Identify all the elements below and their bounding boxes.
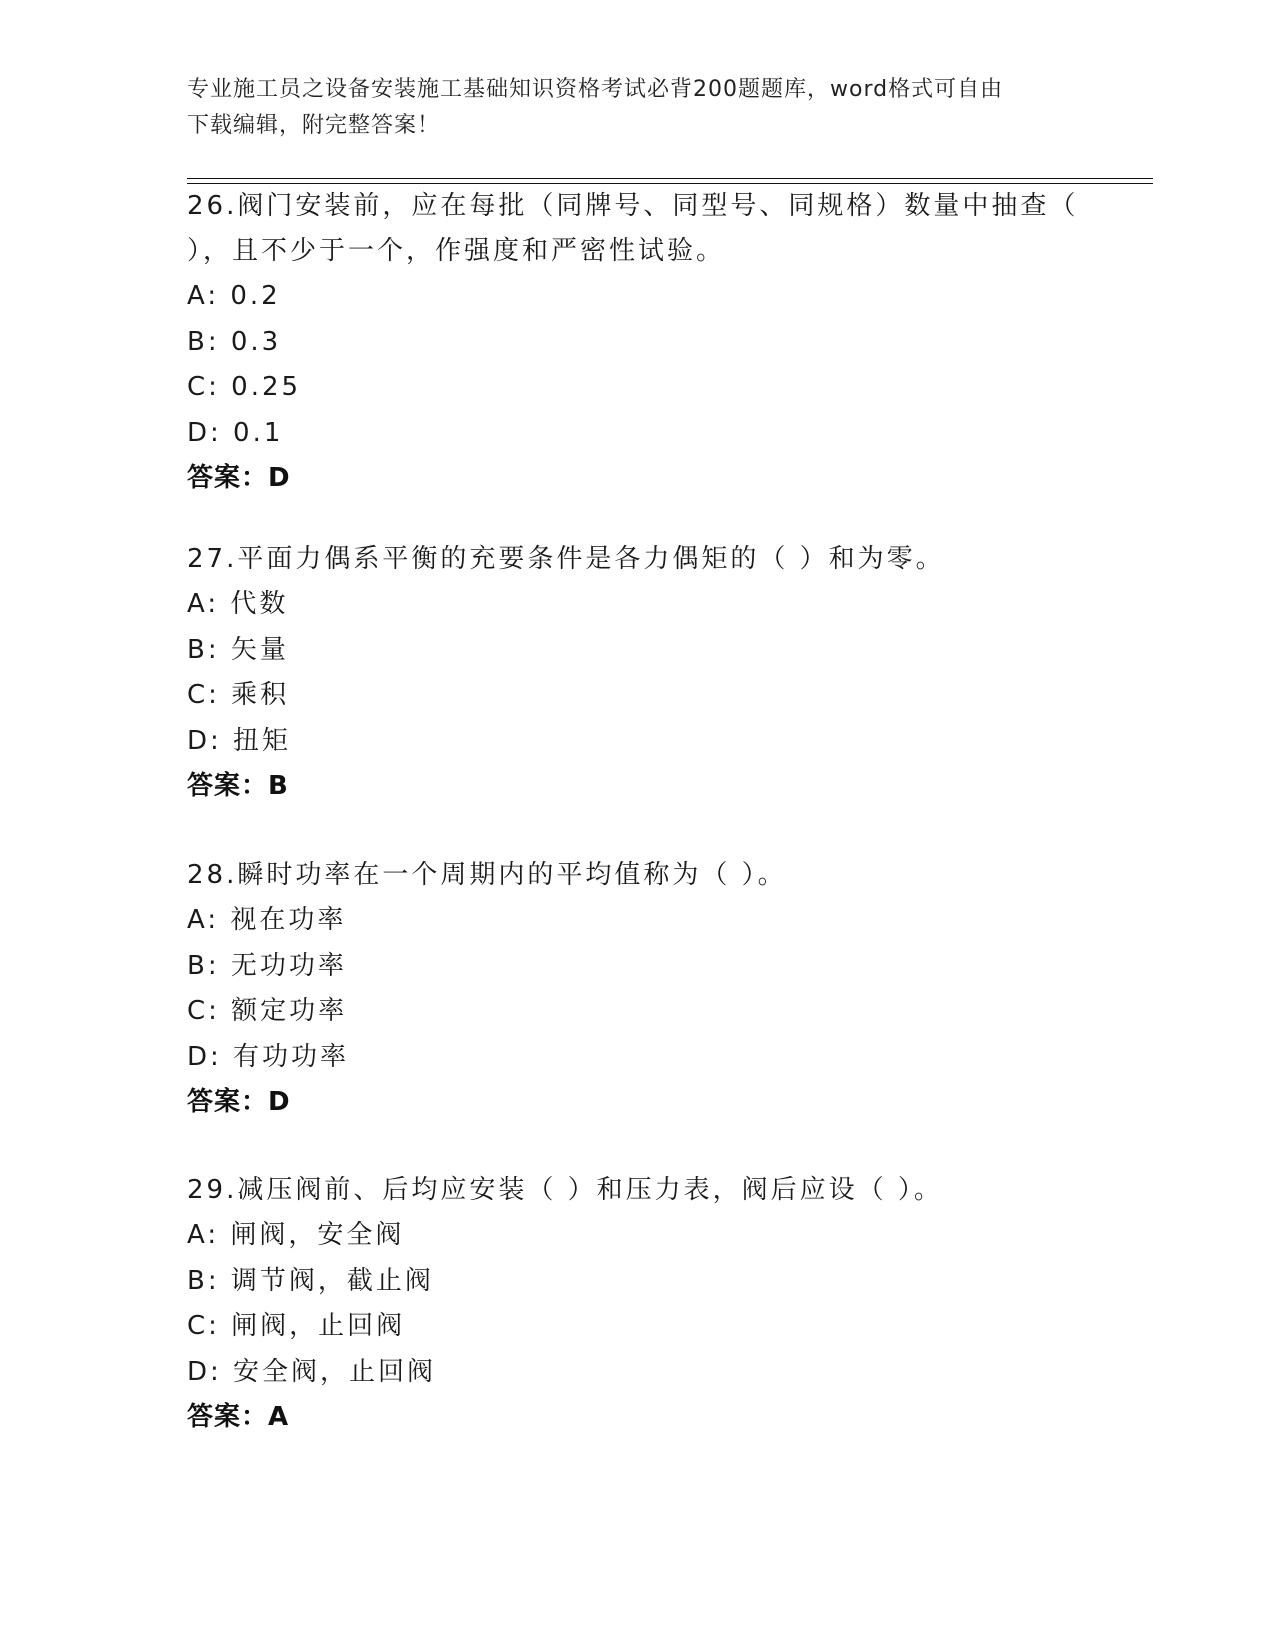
option-a: A: 视在功率	[187, 905, 347, 935]
option-a: A: 0.2	[187, 281, 281, 311]
option-d: D: 有功功率	[187, 1041, 350, 1072]
answer-label: 答案：B	[187, 771, 289, 801]
option-c: C: 0.25	[187, 372, 302, 402]
option-a: A: 代数	[187, 589, 289, 619]
question-26	[187, 184, 1087, 502]
header-line-1: 专业施工员之设备安装施工基础知识资格考试必背200题题库，word格式可自由	[187, 77, 1004, 102]
option-c: C: 乘积	[187, 680, 290, 710]
header-line-2: 下载编辑，附完整答案！	[187, 113, 441, 138]
option-d: D: 扭矩	[187, 725, 292, 756]
answer-label: 答案：D	[187, 1087, 291, 1117]
option-d: D: 安全阀，止回阀	[187, 1356, 437, 1387]
option-b: B: 矢量	[187, 634, 289, 665]
document-header	[187, 72, 1067, 144]
option-b: B: 调节阀，截止阀	[187, 1265, 434, 1296]
question-stem-line-1: 29.减压阀前、后均应安装（ ）和压力表，阀后应设（ ）。	[187, 1175, 943, 1205]
option-c: C: 额定功率	[187, 996, 348, 1026]
option-b: B: 无功功率	[187, 950, 347, 981]
question-stem-line-1: 27.平面力偶系平衡的充要条件是各力偶矩的（ ）和为零。	[187, 544, 945, 574]
question-27	[187, 537, 1087, 810]
option-b: B: 0.3	[187, 326, 282, 357]
question-stem-line-1: 28.瞬时功率在一个周期内的平均值称为（ ）。	[187, 860, 787, 890]
option-a: A: 闸阀，安全阀	[187, 1220, 405, 1250]
header-divider-top	[187, 178, 1153, 179]
question-29	[187, 1168, 1087, 1441]
answer-label: 答案：A	[187, 1402, 290, 1432]
question-stem-line-1: 26.阀门安装前，应在每批（同牌号、同型号、同规格）数量中抽查（	[187, 191, 1079, 221]
answer-label: 答案：D	[187, 463, 291, 493]
question-stem-line-2: ），且不少于一个，作强度和严密性试验。	[187, 236, 726, 266]
option-d: D: 0.1	[187, 417, 284, 448]
option-c: C: 闸阀，止回阀	[187, 1311, 406, 1341]
question-28	[187, 853, 1087, 1126]
